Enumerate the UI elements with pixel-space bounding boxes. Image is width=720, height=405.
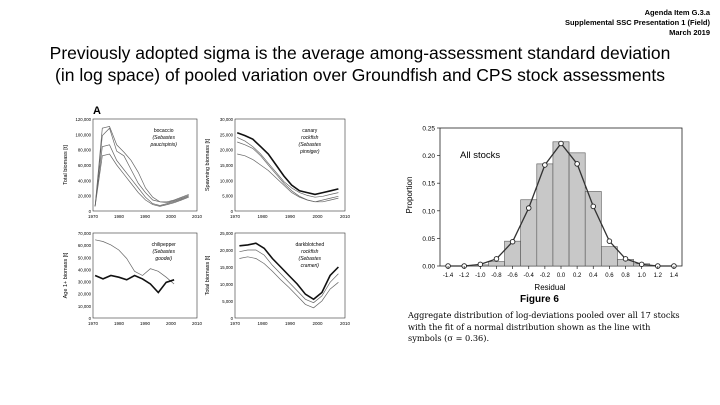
panel-x-tick-label: 2010 [339, 214, 351, 219]
panel-y-tick-label: 50,000 [77, 255, 91, 261]
panel-species-label: paucispinis) [150, 142, 177, 148]
panel-x-tick-label: 1970 [87, 214, 99, 219]
histogram-bar [601, 247, 617, 266]
panel-canary [205, 117, 351, 219]
panel-species-label: (Sebastes [152, 135, 175, 141]
panel-chilipepper [63, 231, 203, 326]
panel-y-tick-label: 100,000 [75, 132, 91, 138]
histogram-bar [505, 241, 521, 266]
histogram-bar [585, 191, 601, 266]
y-tick-label: 0.05 [422, 235, 435, 243]
panel-y-tick-label: 20,000 [77, 193, 91, 199]
panel-y-tick-label: 15,000 [219, 265, 233, 270]
panel-series-line [237, 137, 338, 197]
panel-species-label: chilipepper [151, 242, 176, 248]
panel-y-tick-label: 10,000 [77, 303, 91, 309]
panel-species-label: (Sebastes [298, 142, 322, 148]
panel-x-tick-label: 2000 [312, 214, 323, 219]
panel-y-tick-label: 5,000 [222, 193, 233, 199]
panel-y-tick-label: 0 [230, 316, 233, 321]
agenda-item: Agenda Item G.3.a [644, 8, 710, 17]
x-tick-label: -1.0 [475, 273, 486, 279]
panel-y-tick-label: 60,000 [77, 163, 91, 168]
fit-point [478, 262, 483, 267]
fit-point [543, 163, 548, 168]
panel-y-tick-label: 25,000 [219, 231, 233, 236]
x-tick-label: 0.8 [621, 273, 630, 279]
y-axis-label: Proportion [405, 176, 414, 214]
y-tick-label: 0.10 [422, 208, 435, 216]
x-tick-label: 0.2 [572, 273, 582, 279]
biomass-panels-figure [55, 100, 351, 326]
panel-y-tick-label: 30,000 [219, 117, 233, 122]
panel-x-tick-label: 1990 [284, 321, 296, 326]
panel-species-label: bocaccio [153, 128, 174, 134]
panel-y-tick-label: 40,000 [77, 178, 91, 184]
fit-point [510, 239, 515, 244]
figure-caption [408, 310, 688, 345]
caption-line-2: with the fit of a normal distribution shown as the line with [408, 321, 651, 332]
panel-x-tick-label: 1980 [257, 214, 268, 219]
panel-letter: A [93, 105, 101, 117]
agenda-date: March 2019 [669, 28, 710, 37]
agenda-block [565, 8, 710, 38]
panel-series-line [237, 154, 338, 202]
panel-x-tick-label: 2000 [165, 214, 177, 219]
fit-point [607, 239, 612, 244]
panel-species-label: (Sebastes [152, 249, 175, 255]
y-tick-label: 0.25 [422, 125, 435, 133]
panel-y-tick-label: 0 [88, 316, 91, 321]
caption-line-3: symbols (σ = 0.36). [408, 333, 490, 343]
panel-y-axis-label: Spawning biomass [t] [205, 138, 211, 192]
panel-x-tick-label: 2000 [312, 321, 323, 326]
panel-y-tick-label: 60,000 [77, 243, 91, 249]
panel-bocaccio [63, 117, 203, 219]
panel-x-tick-label: 1970 [229, 214, 241, 219]
panel-species-label: crameri) [300, 263, 319, 269]
panel-y-tick-label: 0 [88, 209, 91, 214]
x-tick-label: 0.6 [605, 273, 614, 279]
fit-point [494, 257, 499, 262]
panel-species-label: rockfish [301, 249, 319, 255]
fit-point [526, 206, 531, 211]
x-tick-label: 1.2 [653, 273, 662, 279]
panel-y-tick-label: 10,000 [219, 282, 233, 287]
fit-point [639, 262, 644, 267]
histogram-bar [553, 142, 569, 266]
x-tick-label: -0.2 [539, 273, 551, 279]
x-tick-label: 1.0 [637, 273, 646, 279]
panel-x-tick-label: 2010 [191, 321, 203, 326]
panel-species-label: canary [302, 128, 318, 134]
panel-species-label: goodei) [155, 256, 173, 262]
panel-y-tick-label: 40,000 [77, 267, 91, 273]
fit-point [575, 162, 580, 167]
panel-series-line [239, 243, 338, 299]
panel-y-tick-label: 20,000 [77, 291, 91, 297]
panel-frame [235, 119, 345, 211]
panel-y-tick-label: 120,000 [75, 117, 91, 122]
title-line-2: (in log space) of pooled variation over Groundfish and CPS stock assessments [55, 65, 665, 85]
panel-species-label: rockfish [301, 135, 319, 141]
panel-x-tick-label: 1990 [139, 214, 151, 219]
panel-x-tick-label: 1980 [257, 321, 268, 326]
fit-point [559, 141, 564, 146]
panel-y-tick-label: 15,000 [219, 163, 233, 168]
panel-y-axis-label: Total biomass [t] [63, 145, 69, 185]
panel-y-tick-label: 80,000 [77, 147, 91, 153]
panel-x-tick-label: 1970 [87, 321, 99, 326]
panel-y-tick-label: 20,000 [219, 147, 233, 153]
x-tick-label: -1.2 [459, 273, 470, 279]
panel-y-axis-label: Age 1+ biomass [t] [63, 252, 69, 299]
panel-series-line [95, 276, 174, 293]
histogram-bar [488, 262, 504, 266]
x-tick-label: 1.4 [669, 273, 679, 279]
panel-x-tick-label: 2010 [339, 321, 351, 326]
panel-x-tick-label: 1990 [139, 321, 151, 326]
panel-y-axis-label: Total biomass [t] [205, 255, 211, 296]
residual-histogram [400, 120, 690, 295]
x-tick-label: 0.4 [589, 273, 598, 279]
panel-species-label: darkblotched [295, 242, 325, 248]
panel-y-tick-label: 25,000 [219, 132, 233, 138]
fit-point [623, 257, 628, 262]
x-tick-label: -0.4 [523, 273, 534, 279]
y-tick-label: 0.00 [422, 263, 435, 271]
panel-x-tick-label: 2010 [191, 214, 203, 219]
histogram-bar [569, 153, 585, 266]
x-tick-label: -0.6 [507, 273, 518, 279]
slide-title [0, 42, 720, 86]
title-line-1: Previously adopted sigma is the average among-assessment standard deviation [49, 43, 671, 63]
x-tick-label: -0.8 [491, 273, 502, 279]
panel-y-tick-label: 30,000 [77, 279, 91, 285]
agenda-presentation: Supplemental SSC Presentation 1 (Field) [564, 18, 710, 27]
panel-x-tick-label: 2000 [165, 321, 177, 326]
figure-label: Figure 6 [520, 294, 559, 305]
x-tick-label: -1.4 [442, 273, 454, 279]
panel-x-tick-label: 1980 [113, 214, 125, 219]
panel-species-label: pinniger) [300, 149, 320, 155]
fit-point [591, 204, 596, 209]
panel-species-label: (Sebastes [298, 256, 322, 262]
panel-frame [93, 233, 197, 318]
panel-y-tick-label: 0 [230, 209, 233, 214]
y-tick-label: 0.15 [422, 180, 435, 188]
panel-y-tick-label: 70,000 [77, 231, 91, 236]
panel-y-tick-label: 10,000 [219, 178, 233, 184]
panel-x-tick-label: 1970 [229, 321, 241, 326]
panel-x-tick-label: 1980 [113, 321, 125, 326]
caption-line-1: Aggregate distribution of log-deviations pooled over all 17 stocks [408, 310, 680, 320]
panel-darkblotched [205, 231, 351, 326]
x-axis-label: Residual [534, 283, 566, 292]
panel-y-tick-label: 5,000 [222, 299, 233, 304]
panel-y-tick-label: 20,000 [219, 248, 233, 253]
y-tick-label: 0.20 [422, 153, 435, 161]
legend-text: All stocks [460, 150, 501, 161]
panel-x-tick-label: 1990 [284, 214, 296, 219]
x-tick-label: 0.0 [556, 273, 566, 279]
